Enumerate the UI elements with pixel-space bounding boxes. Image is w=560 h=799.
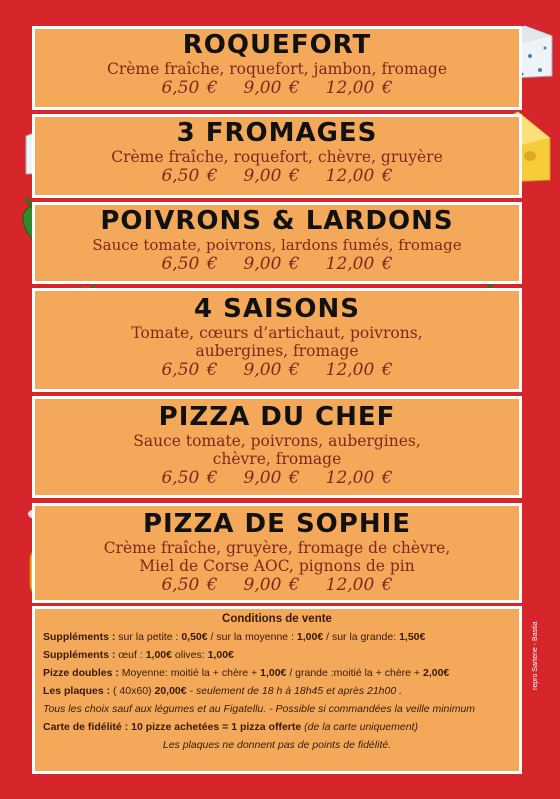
pizza-description-line2: Miel de Corse AOC, pignons de pin (139, 557, 415, 575)
plaques-price: 20,00€ (154, 685, 187, 697)
supp-large-label: / sur la grande: (326, 631, 397, 643)
plaques-size: ( 40x60) (113, 685, 152, 697)
price-medium: 9,00 € (243, 254, 300, 274)
conditions-panel (32, 606, 522, 774)
supp-label: Suppléments : (43, 649, 116, 661)
price-small: 6,50 € (161, 360, 218, 380)
supp-medium-price: 1,00€ (296, 631, 324, 643)
pizza-de-sophie (32, 503, 522, 603)
pizza-description-line2: aubergines, fromage (195, 342, 359, 360)
pizze-doubles-row (43, 664, 511, 682)
fidelite-label: Carte de fidélité : (43, 721, 129, 733)
pizza-prices (35, 468, 519, 488)
pizza-description: Sauce tomate, poivrons, aubergines, (133, 432, 421, 450)
doubles-large-price: 2,00€ (422, 667, 450, 679)
price-medium: 9,00 € (243, 468, 300, 488)
conditions-footer: Les plaques ne donnent pas de points de fidélité. (162, 739, 392, 751)
price-large: 12,00 € (325, 166, 393, 186)
plaques-row (43, 682, 511, 700)
price-small: 6,50 € (161, 78, 218, 98)
pizza-title: PIZZA DE SOPHIE (142, 509, 412, 539)
supp-olives-label: olives: (174, 649, 205, 661)
pizza-description: Crème fraîche, gruyère, fromage de chèvre, (103, 539, 451, 557)
plaques-label: Les plaques : (43, 685, 111, 697)
doubles-label: Pizze doubles : (43, 667, 119, 679)
pizza-prices (35, 575, 519, 595)
conditions-title: Conditions de vente (222, 613, 332, 625)
supp-small-price: 0,50€ (181, 631, 208, 643)
supp-olives-price: 1,00€ (207, 649, 234, 661)
pizza-title: PIZZA DU CHEF (158, 402, 396, 432)
price-small: 6,50 € (161, 575, 218, 595)
pizza-poivrons-lardons (32, 202, 522, 284)
doubles-medium-label: Moyenne: moitié la + chère + (121, 667, 258, 679)
fidelite-note: (de la carte uniquement) (304, 721, 418, 733)
plaques-note-2: Tous les choix sauf aux légumes et au Figatellu. - Possible si commandées la veille minimum (43, 703, 476, 715)
doubles-medium-price: 1,00€ (260, 667, 287, 679)
price-large: 12,00 € (325, 78, 393, 98)
supp-label: Suppléments : (43, 631, 116, 643)
supp-egg-price: 1,00€ (145, 649, 172, 661)
price-medium: 9,00 € (243, 575, 300, 595)
supp-small-label: sur la petite : (118, 631, 179, 643)
pizza-title: ROQUEFORT (182, 30, 372, 60)
plaques-note-row (43, 700, 511, 718)
price-large: 12,00 € (325, 360, 393, 380)
pizza-description: Crème fraîche, roquefort, chèvre, gruyère (111, 148, 443, 166)
price-medium: 9,00 € (243, 360, 300, 380)
pizza-3-fromages (32, 114, 522, 198)
price-large: 12,00 € (325, 254, 393, 274)
pizza-title: 4 SAISONS (194, 294, 360, 324)
pizza-4-saisons (32, 288, 522, 392)
footer-row (43, 736, 511, 754)
pizza-description: Sauce tomate, poivrons, lardons fumés, fromage (92, 236, 462, 254)
pizza-du-chef (32, 396, 522, 498)
price-medium: 9,00 € (243, 78, 300, 98)
pizza-description: Tomate, cœurs d’artichaut, poivrons, (131, 324, 423, 342)
pizza-title: POIVRONS & LARDONS (100, 206, 454, 236)
doubles-large-label: / grande :moitié la + chère + (289, 667, 421, 679)
price-small: 6,50 € (161, 166, 218, 186)
pizza-description-line2: chèvre, fromage (212, 450, 342, 468)
price-large: 12,00 € (325, 468, 393, 488)
price-medium: 9,00 € (243, 166, 300, 186)
pizza-prices (35, 166, 519, 186)
price-large: 12,00 € (325, 575, 393, 595)
supplements-row-1 (43, 628, 511, 646)
price-small: 6,50 € (161, 254, 218, 274)
plaques-note: - seulement de 18 h à 18h45 et après 21h00 . (189, 685, 403, 697)
supp-medium-label: / sur la moyenne : (210, 631, 294, 643)
pizza-roquefort (32, 26, 522, 110)
supp-egg-label: œuf : (118, 649, 143, 661)
fidelite-row (43, 718, 511, 736)
pizza-prices (35, 78, 519, 98)
supplements-row-2 (43, 646, 511, 664)
pizza-title: 3 FROMAGES (176, 118, 378, 148)
price-small: 6,50 € (161, 468, 218, 488)
pizza-prices (35, 360, 519, 380)
supp-large-price: 1,50€ (399, 631, 426, 643)
fidelite-text: 10 pizze achetées = 1 pizza offerte (131, 721, 302, 733)
printer-credit: repro Sartene - Bastia (532, 621, 539, 690)
pizza-prices (35, 254, 519, 274)
pizza-description: Crème fraîche, roquefort, jambon, fromage (106, 60, 447, 78)
